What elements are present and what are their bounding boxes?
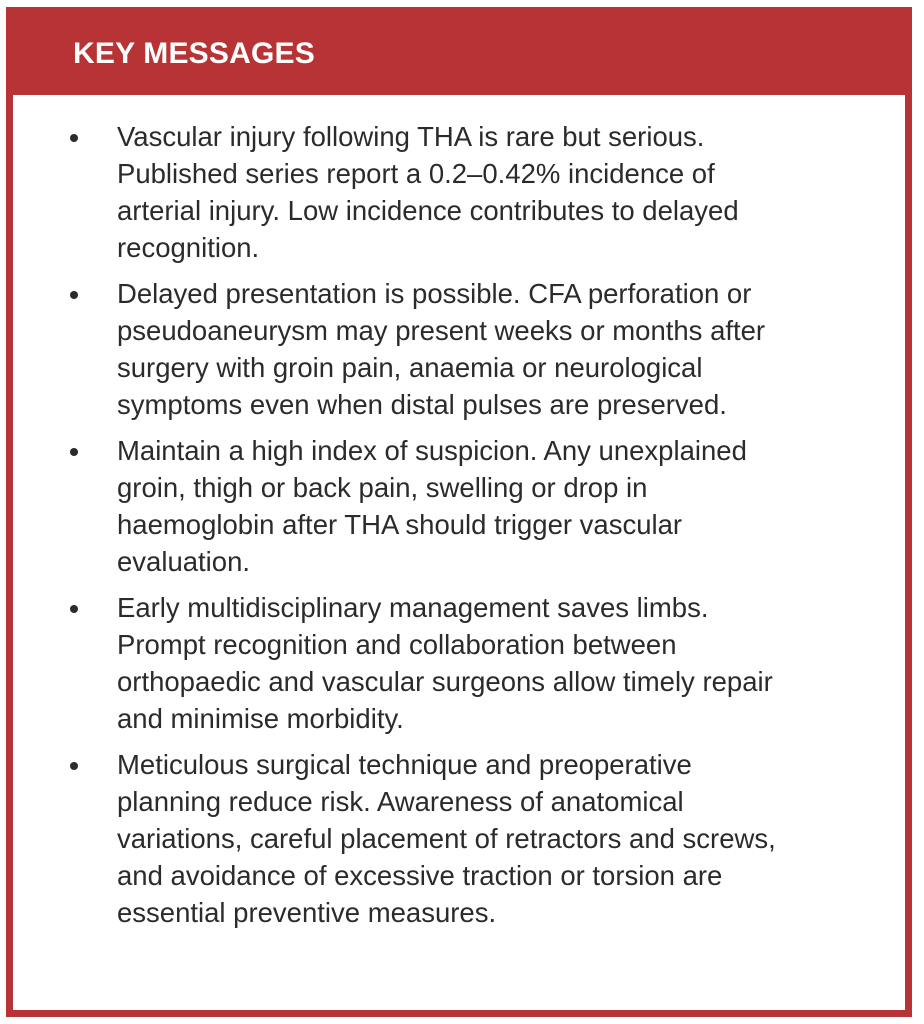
- text-line: Prompt recognition and collaboration between: [117, 629, 677, 660]
- key-messages-list: [13, 118, 905, 940]
- text-line: planning reduce risk. Awareness of anatomical: [117, 786, 684, 817]
- text-line: groin, thigh or back pain, swelling or drop in: [117, 472, 648, 503]
- list-item: [13, 589, 905, 737]
- text-line: variations, careful placement of retractors and screws,: [117, 823, 776, 854]
- list-item: [13, 275, 905, 423]
- box-title: KEY MESSAGES: [73, 37, 315, 70]
- text-line: haemoglobin after THA should trigger vascular: [117, 509, 683, 540]
- text-line: and avoidance of excessive traction or torsion are: [117, 860, 723, 891]
- bullet-icon: [70, 134, 78, 142]
- text-line: Early multidisciplinary management saves limbs.: [117, 592, 709, 623]
- text-line: Delayed presentation is possible. CFA perforation or: [117, 278, 752, 309]
- text-line: Meticulous surgical technique and preoperative: [117, 749, 692, 780]
- text-line: essential preventive measures.: [117, 897, 497, 928]
- text-line: symptoms even when distal pulses are preserved.: [117, 389, 727, 420]
- bullet-icon: [70, 762, 78, 770]
- text-line: pseudoaneurysm may present weeks or months after: [117, 315, 766, 346]
- text-line: arterial injury. Low incidence contributes to delayed: [117, 195, 739, 226]
- text-line: recognition.: [117, 232, 260, 263]
- box-header: [13, 14, 905, 95]
- list-item: [13, 432, 905, 580]
- text-line: surgery with groin pain, anaemia or neurological: [117, 352, 703, 383]
- list-item: [13, 746, 905, 931]
- text-line: Vascular injury following THA is rare but serious.: [117, 121, 705, 152]
- text-line: Published series report a 0.2–0.42% incidence of: [117, 158, 715, 189]
- bullet-icon: [70, 448, 78, 456]
- bullet-icon: [70, 291, 78, 299]
- text-line: Maintain a high index of suspicion. Any unexplained: [117, 435, 747, 466]
- text-line: and minimise morbidity.: [117, 703, 404, 734]
- text-line: orthopaedic and vascular surgeons allow timely repair: [117, 666, 773, 697]
- bullet-icon: [70, 605, 78, 613]
- text-line: evaluation.: [117, 546, 251, 577]
- key-messages-box: [6, 7, 912, 1017]
- list-item: [13, 118, 905, 266]
